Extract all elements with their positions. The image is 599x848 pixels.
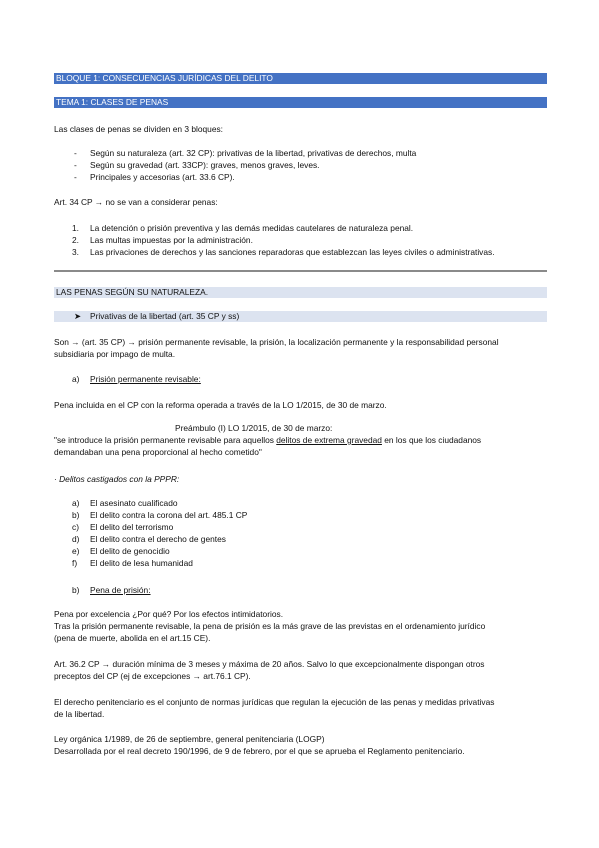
quote-underlined: delitos de extrema gravedad xyxy=(276,435,382,445)
tras-line-1: Tras la prisión permanente revisable, la pena de prisión es la más grave de las previstas en el ordenamiento jurídico xyxy=(54,621,486,631)
bullet-dash: - xyxy=(74,160,77,170)
quote-line-2: demandaban una pena proporcional al hecho cometido" xyxy=(54,447,262,457)
penitenciario-line-2: de la libertad. xyxy=(54,709,105,719)
subheading-prision: Pena de prisión: xyxy=(90,585,151,595)
delitos-heading: · Delitos castigados con la PPPR: xyxy=(54,474,180,484)
quote-line-1 xyxy=(54,435,481,446)
item-marker-b: b) xyxy=(72,585,80,595)
art362-line-1: Art. 36.2 CP → duración mínima de 3 meses y máxima de 20 años. Salvo lo que excepcionalmente dispongan otros xyxy=(54,659,485,669)
section-naturaleza-band xyxy=(54,287,547,298)
privativas-band xyxy=(54,311,547,322)
quote-pre: "se introduce la prisión permanente revisable para aquellos xyxy=(54,435,277,445)
bloque-item: Según su naturaleza (art. 32 CP): privativas de la libertad, privativas de derechos, multa xyxy=(90,148,417,158)
list-number: 2. xyxy=(72,235,79,245)
block-title-band xyxy=(54,73,547,84)
subheading-ppr: Prisión permanente revisable: xyxy=(90,374,201,384)
delito-item: El delito de lesa humanidad xyxy=(90,558,193,568)
quote-post: en los que los ciudadanos xyxy=(381,435,482,445)
bullet-dash: - xyxy=(74,172,77,182)
no-pena-item: Las multas impuestas por la administración. xyxy=(90,235,253,245)
bullet-dash: - xyxy=(74,148,77,158)
tema-title: TEMA 1: CLASES DE PENAS xyxy=(56,97,169,107)
privativas-heading: Privativas de la libertad (art. 35 CP y ss) xyxy=(90,311,240,321)
list-number: 3. xyxy=(72,247,79,257)
no-pena-item: La detención o prisión preventiva y las demás medidas cautelares de naturaleza penal. xyxy=(90,223,414,233)
delito-item: El delito contra el derecho de gentes xyxy=(90,534,226,544)
delito-marker: d) xyxy=(72,534,80,544)
block-title: BLOQUE 1: CONSECUENCIAS JURÍDICAS DEL DELITO xyxy=(56,73,273,83)
ley-line-2: Desarrollada por el real decreto 190/1996, de 9 de febrero, por el que se aprueba el Reglamento penitenciario. xyxy=(54,746,465,756)
delito-marker: f) xyxy=(72,558,78,568)
ley-line-1: Ley orgánica 1/1989, de 26 de septiembre, general penitenciaria (LOGP) xyxy=(54,734,325,744)
delito-item: El delito contra la corona del art. 485.1 CP xyxy=(90,510,248,520)
section-divider xyxy=(54,270,547,272)
tras-line-2: (pena de muerte, abolida en el art.15 CE). xyxy=(54,633,211,643)
delito-marker: a) xyxy=(72,498,80,508)
intro-text: Las clases de penas se dividen en 3 bloques: xyxy=(54,124,224,134)
delito-item: El delito de genocidio xyxy=(90,546,170,556)
delito-marker: c) xyxy=(72,522,79,532)
excelencia-text: Pena por excelencia ¿Por qué? Por los efectos intimidatorios. xyxy=(54,609,284,619)
pena-incluida-text: Pena incluida en el CP con la reforma operada a través de la LO 1/2015, de 30 de marzo. xyxy=(54,400,387,410)
bloque-item: Principales y accesorias (art. 33.6 CP). xyxy=(90,172,235,182)
preambulo-ref: Preámbulo (I) LO 1/2015, de 30 de marzo: xyxy=(175,423,333,433)
delito-item: El asesinato cualificado xyxy=(90,498,178,508)
delito-item: El delito del terrorismo xyxy=(90,522,174,532)
delito-marker: b) xyxy=(72,510,80,520)
son-line-2: subsidiaria por impago de multa. xyxy=(54,349,176,359)
art34-text: Art. 34 CP → no se van a considerar penas: xyxy=(54,197,218,207)
no-pena-item: Las privaciones de derechos y las sanciones reparadoras que establezcan las leyes civiles o administrativas. xyxy=(90,247,495,257)
tema-title-band xyxy=(54,97,547,108)
section-naturaleza-title: LAS PENAS SEGÚN SU NATURALEZA. xyxy=(56,287,209,297)
son-line-1: Son → (art. 35 CP) → prisión permanente revisable, la prisión, la localización permanente y la responsabilidad personal xyxy=(54,337,499,347)
list-number: 1. xyxy=(72,223,79,233)
bloque-item: Según su gravedad (art. 33CP): graves, menos graves, leves. xyxy=(90,160,320,170)
art362-line-2: preceptos del CP (ej de excepciones → art.76.1 CP). xyxy=(54,671,251,681)
arrow-bullet-icon: ➤ xyxy=(74,311,82,321)
item-marker-a: a) xyxy=(72,374,80,384)
delito-marker: e) xyxy=(72,546,80,556)
penitenciario-line-1: El derecho penitenciario es el conjunto de normas jurídicas que regulan la ejecución de las penas y medidas privativas xyxy=(54,697,495,707)
